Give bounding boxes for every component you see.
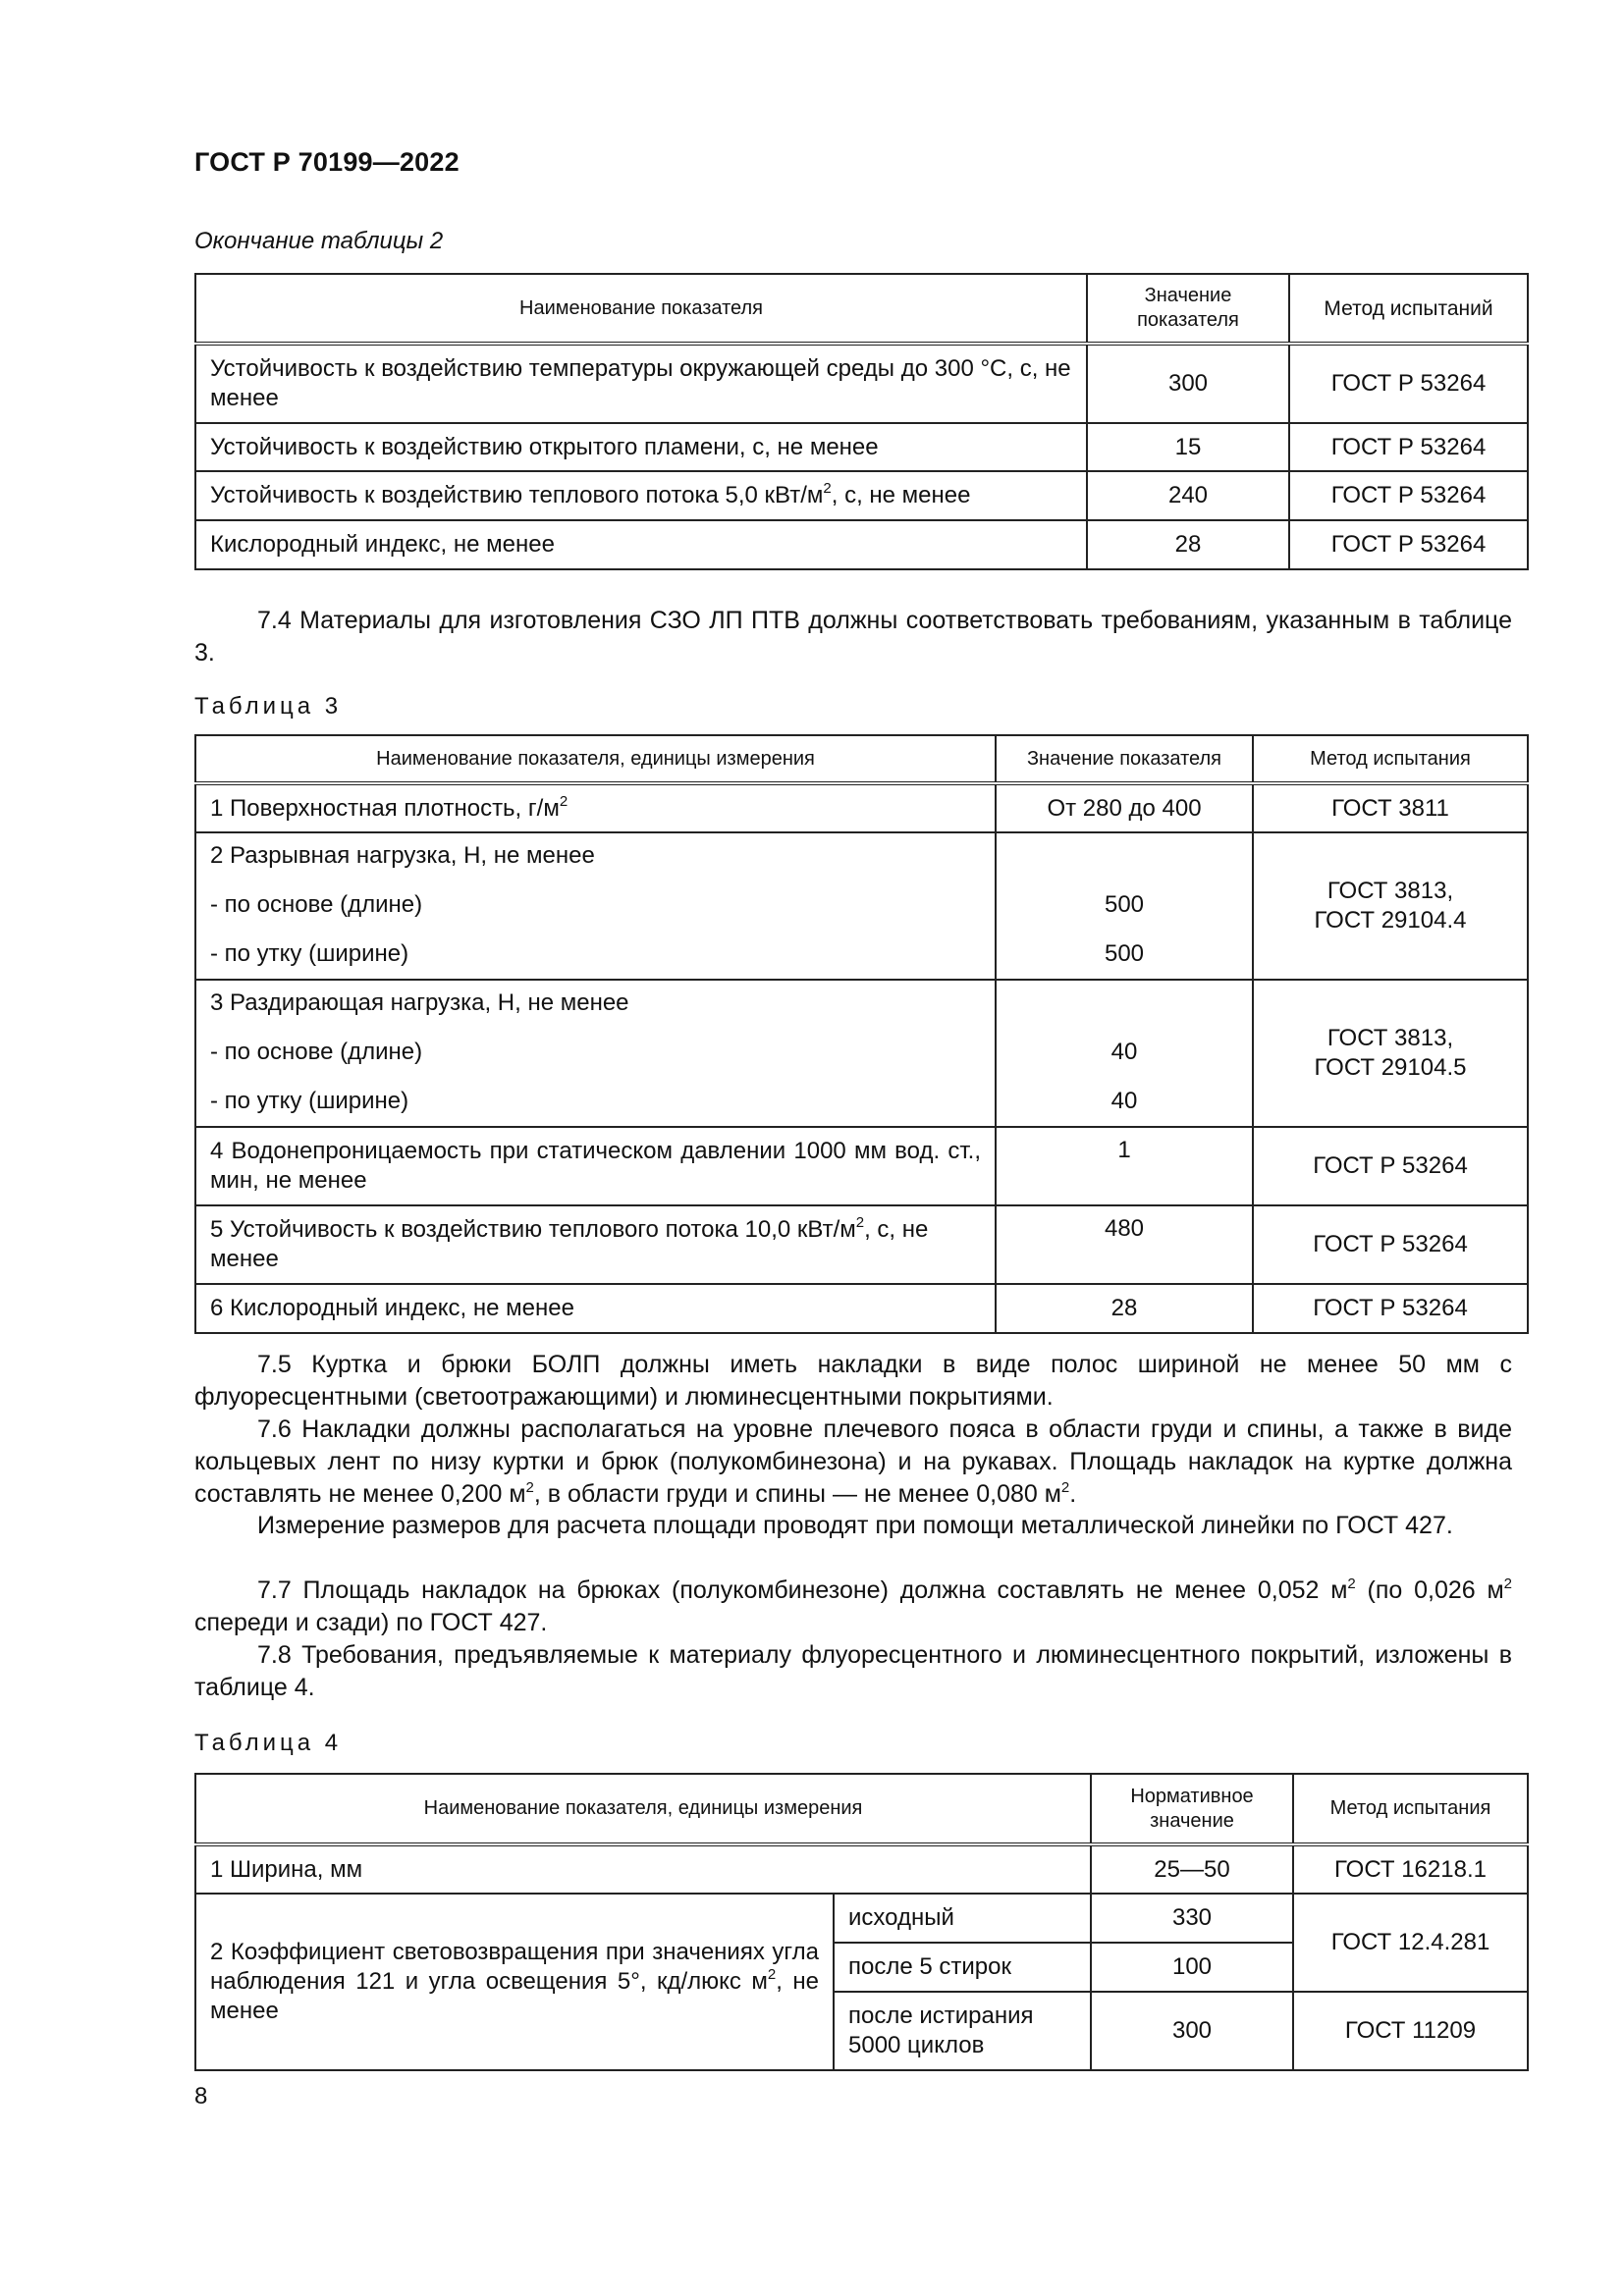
table-row <box>195 783 1528 832</box>
row-method: ГОСТ 11209 <box>1293 1992 1528 2070</box>
header-method: Метод испытаний <box>1289 274 1528 344</box>
row-name: 2 Коэффициент световозвращения при значениях угла наблюдения 121 и угла освещения 5°, кд/люкс $м^2$, не менее <box>195 1894 834 2070</box>
row-value: 330 <box>1091 1894 1293 1943</box>
row-value: 25—50 <box>1091 1844 1293 1894</box>
paragraph-7-7: 7.7 Площадь накладок на брюках (полукомбинезоне) должна составлять не менее 0,052 $м^2$ (по 0,026 $м^2$ спереди и сзади) по ГОСТ 427. <box>194 1575 1512 1636</box>
table-row <box>195 1844 1528 1894</box>
row-method: ГОСТ 12.4.281 <box>1293 1894 1528 1992</box>
row-value: 40 40 <box>996 980 1253 1127</box>
row-name: Устойчивость к воздействию температуры окружающей среды до 300 °С, с, не менее <box>195 344 1087 423</box>
row-value: 100 <box>1091 1943 1293 1992</box>
sub-condition: после 5 стирок <box>834 1943 1091 1992</box>
paragraph-measurement: Измерение размеров для расчета площади проводят при помощи металлической линейки по ГОСТ 427. <box>257 1512 1453 1539</box>
table-row <box>195 980 1528 1127</box>
page-number: 8 <box>194 2083 208 2109</box>
header-value: Значение показателя <box>996 735 1253 783</box>
sub-condition: исходный <box>834 1894 1091 1943</box>
row-value: 500 500 <box>996 832 1253 980</box>
document-id: ГОСТ Р 70199—2022 <box>194 147 460 177</box>
header-name: Наименование показателя, единицы измерения <box>195 1774 1091 1844</box>
table-row <box>195 344 1528 423</box>
paragraph-7-4: 7.4 Материалы для изготовления СЗО ЛП ПТВ должны соответствовать требованиям, указанным в таблице 3. <box>194 607 1512 667</box>
row-method: ГОСТ Р 53264 <box>1289 423 1528 471</box>
row-value: 300 <box>1087 344 1289 423</box>
row-method: ГОСТ 3811 <box>1253 783 1528 832</box>
row-name: 1 Ширина, мм <box>195 1844 1091 1894</box>
row-name: 5 Устойчивость к воздействию теплового потока 10,0 кВт/$м^2$, с, не менее <box>195 1205 996 1284</box>
row-name: 6 Кислородный индекс, не менее <box>195 1284 996 1333</box>
table-row <box>195 1127 1528 1205</box>
table-row <box>195 423 1528 471</box>
row-value: 1 <box>996 1127 1253 1205</box>
row-name: 1 Поверхностная плотность, $г/м^2$ <box>195 783 996 832</box>
table-header-row <box>195 274 1528 344</box>
row-name: Устойчивость к воздействию открытого пламени, с, не менее <box>195 423 1087 471</box>
row-method: ГОСТ Р 53264 <box>1289 520 1528 569</box>
row-method: ГОСТ Р 53264 <box>1289 471 1528 520</box>
row-name: 2 Разрывная нагрузка, Н, не менее - по основе (длине) - по утку (ширине) <box>195 832 996 980</box>
paragraph-7-5: 7.5 Куртка и брюки БОЛП должны иметь накладки в виде полос шириной не менее 50 мм с флуоресцентными (светоотражающими) и люминесцентными покрытиями. <box>194 1351 1512 1411</box>
table2-continuation-caption: Окончание таблицы 2 <box>194 228 444 254</box>
table-4 <box>194 1773 1529 2071</box>
row-name: 4 Водонепроницаемость при статическом давлении 1000 мм вод. ст., мин, не менее <box>195 1127 996 1205</box>
row-method: ГОСТ 3813, ГОСТ 29104.5 <box>1253 980 1528 1127</box>
row-method: ГОСТ Р 53264 <box>1253 1284 1528 1333</box>
table3-caption: Таблица 3 <box>194 693 343 720</box>
row-value: 15 <box>1087 423 1289 471</box>
header-method: Метод испытания <box>1253 735 1528 783</box>
table-row <box>195 520 1528 569</box>
header-value: Нормативное значение <box>1091 1774 1293 1844</box>
table4-caption: Таблица 4 <box>194 1730 343 1756</box>
row-method: ГОСТ Р 53264 <box>1253 1127 1528 1205</box>
paragraph-7-8: 7.8 Требования, предъявляемые к материалу флуоресцентного и люминесцентного покрытий, изложены в таблице 4. <box>194 1641 1512 1701</box>
row-method: ГОСТ 16218.1 <box>1293 1844 1528 1894</box>
table-header-row <box>195 735 1528 783</box>
paragraph-7-6: 7.6 Накладки должны располагаться на уровне плечевого пояса в области груди и спины, а также в виде кольцевых лент по низу куртки и брюк (полукомбинезона) и на рукавах. Площадь накладок на куртке должна составлять не менее 0,200 $м^2$, в области груди и спины — не менее 0,080 $м^2$. <box>194 1415 1512 1508</box>
row-method: ГОСТ Р 53264 <box>1289 344 1528 423</box>
table-row <box>195 471 1528 520</box>
table-row <box>195 1205 1528 1284</box>
row-value: 480 <box>996 1205 1253 1284</box>
table-row <box>195 1284 1528 1333</box>
row-value: 28 <box>996 1284 1253 1333</box>
header-method: Метод испытания <box>1293 1774 1528 1844</box>
row-value: От 280 до 400 <box>996 783 1253 832</box>
sub-condition: после истирания 5000 циклов <box>834 1992 1091 2070</box>
table-row <box>195 832 1528 980</box>
row-value: 28 <box>1087 520 1289 569</box>
header-name: Наименование показателя, единицы измерения <box>195 735 996 783</box>
table-3 <box>194 734 1529 1334</box>
row-value: 240 <box>1087 471 1289 520</box>
header-value: Значение показателя <box>1087 274 1289 344</box>
row-name: 3 Раздирающая нагрузка, Н, не менее - по основе (длине) - по утку (ширине) <box>195 980 996 1127</box>
header-name: Наименование показателя <box>195 274 1087 344</box>
row-value: 300 <box>1091 1992 1293 2070</box>
table-header-row <box>195 1774 1528 1844</box>
table-2-end <box>194 273 1529 570</box>
row-method: ГОСТ 3813, ГОСТ 29104.4 <box>1253 832 1528 980</box>
row-name: Устойчивость к воздействию теплового потока 5,0 кВт/$м^2$, с, не менее <box>195 471 1087 520</box>
row-name: Кислородный индекс, не менее <box>195 520 1087 569</box>
table-row <box>195 1894 1528 1943</box>
row-method: ГОСТ Р 53264 <box>1253 1205 1528 1284</box>
